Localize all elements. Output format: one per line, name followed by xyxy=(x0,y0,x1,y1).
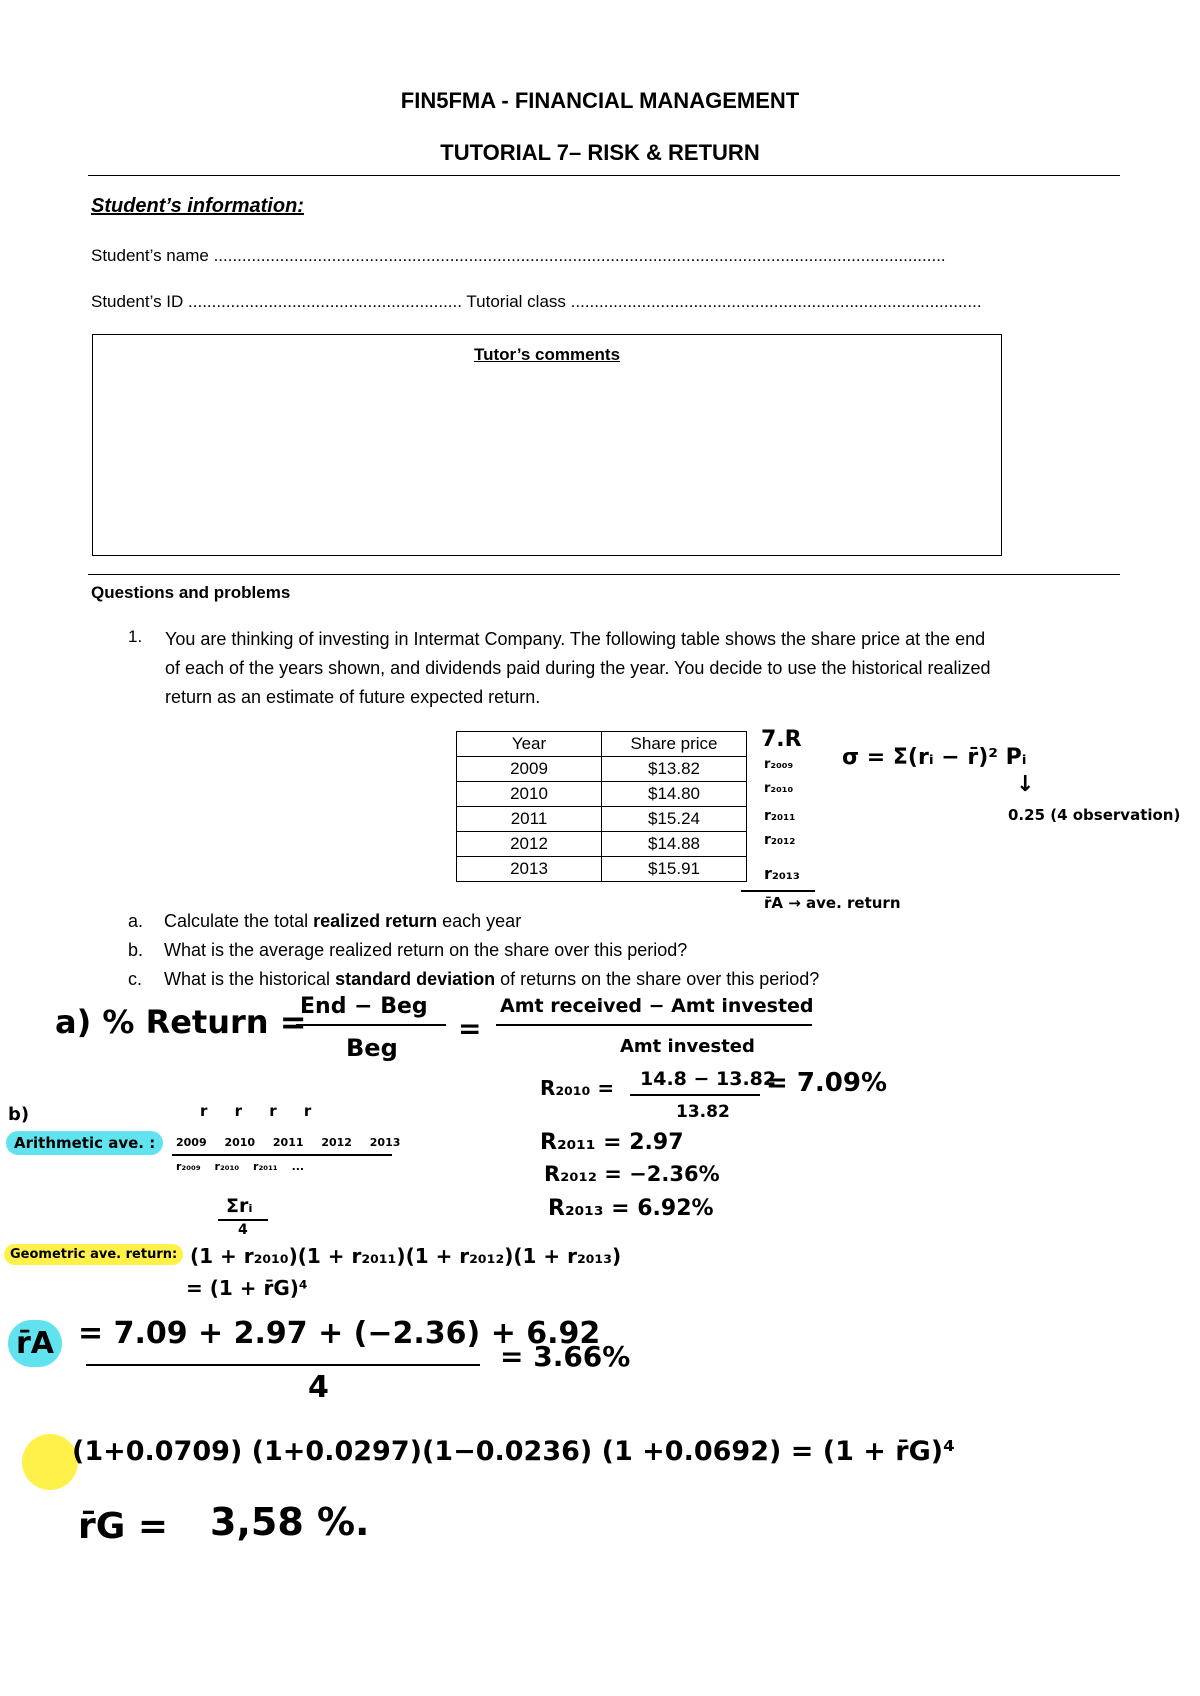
hw-ra-label: r̄A xyxy=(8,1320,62,1367)
table-cell: 2010 xyxy=(457,782,602,807)
student-name-row xyxy=(91,246,946,266)
hw-r2010-result: = 7.09% xyxy=(766,1068,888,1098)
part-b: b. What is the average realized return on the share over this period? xyxy=(128,940,688,960)
hw-sigma-formula: σ = Σ(rᵢ − r̄)² Pᵢ xyxy=(842,745,1027,770)
hw-geo-label: Geometric ave. return: xyxy=(4,1244,183,1265)
tutor-comments-heading: Tutor’s comments xyxy=(473,345,621,364)
question-1-parts xyxy=(128,907,819,994)
table-cell: 2009 xyxy=(457,757,602,782)
table-header: Share price xyxy=(602,732,747,757)
part-a: a. Calculate the total realized return each year xyxy=(128,911,522,931)
hw-r2010-label: R₂₀₁₀ = xyxy=(540,1076,615,1100)
question-1-line: You are thinking of investing in Intermat Company. The following table shows the share price at the end xyxy=(165,629,986,649)
section-divider xyxy=(88,574,1120,575)
course-title: FIN5FMA - FINANCIAL MANAGEMENT xyxy=(400,88,800,113)
hw-r2010-bottom: 13.82 xyxy=(676,1102,730,1122)
student-id-label: Student’s ID xyxy=(91,292,184,311)
hw-r2011: R₂₀₁₁ = 2.97 xyxy=(540,1130,684,1155)
hw-sum-line xyxy=(741,890,815,892)
question-1-text xyxy=(165,625,991,712)
hw-b-label: b) xyxy=(8,1104,30,1125)
hw-a-label: a) % Return = xyxy=(55,1003,307,1041)
hw-sigma-note: 0.25 (4 observation) xyxy=(1008,806,1181,824)
hw-a-frac-top: End − Beg xyxy=(300,994,428,1019)
hw-rg-value: 3,58 %. xyxy=(210,1500,370,1544)
student-name-field[interactable]: ........................................................................................................................................................... xyxy=(213,246,946,265)
hw-rg-label: r̄G = xyxy=(78,1506,168,1547)
hw-r2010-top: 14.8 − 13.82 xyxy=(640,1068,777,1090)
table-cell: $15.91 xyxy=(602,857,747,882)
table-header: Year xyxy=(457,732,602,757)
table-row xyxy=(457,782,747,807)
hw-a-eq: = xyxy=(458,1012,482,1045)
hw-ra-top: = 7.09 + 2.97 + (−2.36) + 6.92 xyxy=(78,1316,601,1351)
table-row xyxy=(457,832,747,857)
hw-geo-calc: (1+0.0709) (1+0.0297)(1−0.0236) (1 +0.0692) = (1 + r̄G)⁴ xyxy=(72,1436,955,1467)
table-cell: $14.80 xyxy=(602,782,747,807)
table-cell: 2012 xyxy=(457,832,602,857)
hw-sum-label: Σrᵢ xyxy=(226,1195,253,1217)
hw-sum-frac-line xyxy=(218,1219,268,1221)
table-cell: 2011 xyxy=(457,807,602,832)
tutorial-title: TUTORIAL 7– RISK & RETURN xyxy=(440,140,760,165)
tutorial-class-field[interactable]: ....................................................................................... xyxy=(570,292,982,311)
hw-ra-result: = 3.66% xyxy=(500,1340,631,1373)
tutor-comments-box xyxy=(92,334,1002,556)
share-price-table xyxy=(456,731,747,882)
table-header-row xyxy=(457,732,747,757)
hw-a-frac2-bottom: Amt invested xyxy=(620,1036,755,1057)
student-id-field[interactable]: .......................................................... xyxy=(188,292,462,311)
question-1-line: return as an estimate of future expected return. xyxy=(165,687,541,707)
hw-a-frac-line xyxy=(296,1024,446,1026)
table-cell: 2013 xyxy=(457,857,602,882)
table-row xyxy=(457,857,747,882)
table-row xyxy=(457,757,747,782)
hw-geo-expr: (1 + r₂₀₁₀)(1 + r₂₀₁₁)(1 + r₂₀₁₂)(1 + r₂₀₁₃) xyxy=(190,1244,622,1268)
hw-arith-top: r r r r xyxy=(200,1102,312,1120)
table-row xyxy=(457,807,747,832)
hw-r-2013: r₂₀₁₃ xyxy=(764,864,800,883)
hw-arith-years: 2009 2010 2011 2012 2013 xyxy=(176,1136,401,1149)
part-c: c. What is the historical standard deviation of returns on the share over this period? xyxy=(128,969,820,989)
hw-a-frac2-line xyxy=(496,1024,812,1026)
hw-sigma-arrow: ↓ xyxy=(1016,772,1035,797)
hw-ave-return-note: r̄A → ave. return xyxy=(764,894,901,912)
table-cell: $13.82 xyxy=(602,757,747,782)
hw-geo-expr2: = (1 + r̄G)⁴ xyxy=(186,1276,308,1300)
hw-ra-line xyxy=(86,1364,480,1366)
question-1-number: 1. xyxy=(128,627,143,646)
hw-ra-bottom: 4 xyxy=(308,1370,329,1405)
student-info-heading: Student’s information: xyxy=(91,195,304,217)
hw-a-frac-bottom: Beg xyxy=(346,1034,398,1062)
hw-sum-den: 4 xyxy=(238,1222,248,1238)
hw-r2012: R₂₀₁₂ = −2.36% xyxy=(544,1162,720,1186)
table-cell: $14.88 xyxy=(602,832,747,857)
hw-arith-bottom: r₂₀₀₉ r₂₀₁₀ r₂₀₁₁ ... xyxy=(176,1160,305,1173)
question-1-line: of each of the years shown, and dividends paid during the year. You decide to use the historical realized xyxy=(165,658,991,678)
hw-r-2012: r₂₀₁₂ xyxy=(764,832,796,848)
hw-r-label: 7.R xyxy=(761,727,802,752)
questions-heading: Questions and problems xyxy=(91,583,291,602)
hw-r2010-line xyxy=(630,1094,760,1096)
hw-arith-label: Arithmetic ave. : xyxy=(6,1131,163,1155)
hw-r2013: R₂₀₁₃ = 6.92% xyxy=(548,1196,714,1221)
tutorial-class-label: Tutorial class xyxy=(466,292,566,311)
hw-r-2010: r₂₀₁₀ xyxy=(764,781,794,796)
hw-r-2009: r₂₀₀₉ xyxy=(764,757,794,772)
hw-a-frac2-top: Amt received − Amt invested xyxy=(500,995,814,1017)
student-id-row xyxy=(91,292,982,312)
hw-yellow-dot xyxy=(22,1434,78,1490)
header-divider xyxy=(88,175,1120,176)
student-name-label: Student’s name xyxy=(91,246,209,265)
hw-r-2011: r₂₀₁₁ xyxy=(764,808,796,824)
table-cell: $15.24 xyxy=(602,807,747,832)
hw-arith-line xyxy=(172,1154,392,1156)
